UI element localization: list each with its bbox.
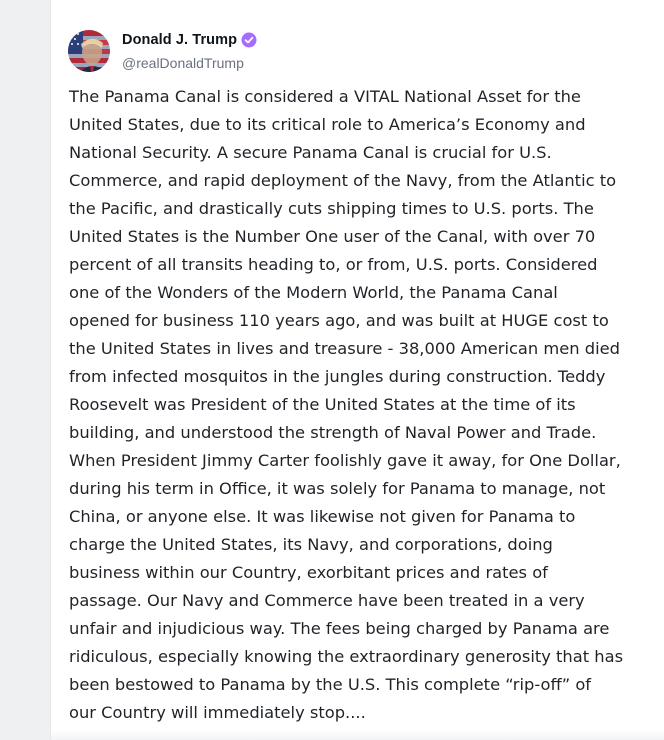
post-body: [69, 83, 649, 727]
post-line: ridiculous, especially knowing the extraordinary generosity that has: [69, 647, 624, 666]
post-line: opened for business 110 years ago, and was built at HUGE cost to: [69, 311, 609, 330]
post-line: during his term in Office, it was solely for Panama to manage, not: [69, 479, 606, 498]
post-card: [50, 0, 664, 740]
author-handle[interactable]: @realDonaldTrump: [122, 55, 244, 71]
author-display-name[interactable]: Donald J. Trump: [122, 32, 238, 48]
post-line: United States, due to its critical role to America’s Economy and: [69, 115, 586, 134]
post-line: from infected mosquitos in the jungles during construction. Teddy: [69, 367, 606, 386]
post-line: Commerce, and rapid deployment of the Navy, from the Atlantic to: [69, 171, 617, 190]
post-line: National Security. A secure Panama Canal is crucial for U.S.: [69, 143, 552, 162]
post-line: our Country will immediately stop....: [69, 703, 366, 722]
avatar-image-icon: [68, 30, 110, 72]
post-line: building, and understood the strength of Naval Power and Trade.: [69, 423, 597, 442]
card-footer-divider: [51, 730, 664, 740]
post-line: been bestowed to Panama by the U.S. This complete “rip-off” of: [69, 675, 592, 694]
post-line: Roosevelt was President of the United States at the time of its: [69, 395, 576, 414]
post-line: the United States in lives and treasure - 38,000 American men died: [69, 339, 620, 358]
author-name-row[interactable]: [122, 32, 257, 48]
post-line: one of the Wonders of the Modern World, the Panama Canal: [69, 283, 558, 302]
post-line: percent of all transits heading to, or from, U.S. ports. Considered: [69, 255, 598, 274]
post-line: charge the United States, its Navy, and corporations, doing: [69, 535, 553, 554]
post-line: The Panama Canal is considered a VITAL National Asset for the: [69, 87, 581, 106]
post-line: United States is the Number One user of the Canal, with over 70: [69, 227, 596, 246]
verified-badge-icon: [241, 32, 257, 48]
avatar[interactable]: [68, 30, 110, 72]
post-line: passage. Our Navy and Commerce have been treated in a very: [69, 591, 585, 610]
post-line: unfair and injudicious way. The fees being charged by Panama are: [69, 619, 610, 638]
post-line: business within our Country, exorbitant prices and rates of: [69, 563, 548, 582]
post-line: China, or anyone else. It was likewise not given for Panama to: [69, 507, 576, 526]
post-line: When President Jimmy Carter foolishly gave it away, for One Dollar,: [69, 451, 621, 470]
post-line: the Pacific, and drastically cuts shipping times to U.S. ports. The: [69, 199, 594, 218]
